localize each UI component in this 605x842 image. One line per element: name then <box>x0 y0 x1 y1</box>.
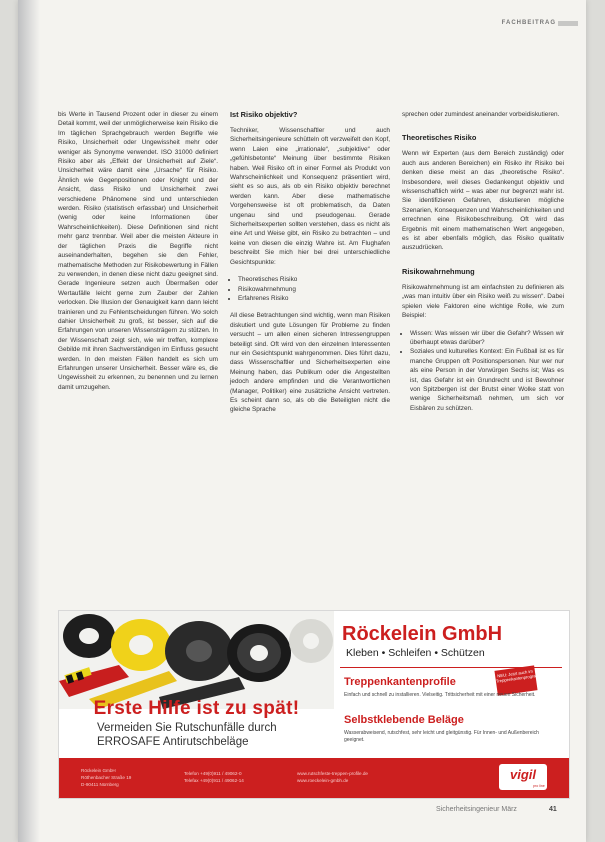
text-column-3 <box>402 110 564 421</box>
section-tag-bar <box>558 21 578 26</box>
vigil-logo: vigil <box>499 764 547 790</box>
ad-subline-2: ERROSAFE Antirutschbeläge <box>97 736 249 748</box>
contact-bar <box>59 758 569 798</box>
footer-publication: Sicherheitsingenieur März <box>436 806 517 813</box>
company-name: Röckelein GmbH <box>342 623 503 645</box>
magazine-page <box>18 0 586 842</box>
list-item: • Soziales und kulturelles Kontext: Ein Fußball ist es für manche Gruppen oft Positionspersonen. Nur wer nur als eine Person in der Vorwürgen Sechs ist; Was es ist, das Gefahr ist ein Grundrecht und ist Bewohner von Spitzbergen ist der Brutst einer Wolke statt von wenige Sicherheitsmaß nehmen, um sich vor Eisbären zu schützen. <box>410 347 564 413</box>
list-item: • Erfahrenes Risiko <box>238 294 390 303</box>
paragraph: bis Werte in Tausend Prozent oder in dieser zu einem Detail kommt, weil der unmöglicherweise kein Risiko die Im täglichen Sprachgebrauch werden Begriffe wie Risiko, Unsicherheit oder Ungewissheit mehr oder weniger als Synonyme verwendet. ISO 31000 definiert Risiko aber als „Effekt der Unsicherheit auf Ziele“. Unsicherheit wäre damit eine „Ursache“ für Risiko. Ähnlich wie Gegenpositionen oder Knight und der Ansicht, dass Risiko und Unsicherheit zwei verschiedene Phänomene sind und unterschieden werden. Risiko (statistisch erfassbar) und Unsicherheit (wenig oder keine Informationen über Wahrscheinlichkeiten). Diese Definitionen sind nicht mehr ganz trennbar. Weil aber die meisten Akteure in der täglichen Praxis die Begriffe nicht auseinanderhalten, begehen sie den Fehler, mathematische Methoden zur Risikobewertung in Fällen zu verwenden, in denen diese nicht dazu geeignet sind. Gerade Ingenieure setzen auch Übermaßen oder Wertaufälle leicht gerne zum Zauber der Zahlen verlocken. Die Illusion der Genauigkeit kann dann leicht trainieren und zu Fehlentscheidungen führen. Wo solch dahier Unsicherheit zu groß, ist besser, sich auf die Erfahrungen von unseren Wissensträgern zu stützen. In der Wissenschaft zeigt sich, wie wir treffen, komplexe Gebilde mit ihren Sachverständigen im Einfluss gesucht werden. In den meisten Fällen handelt es sich um Erfahrungen unserer Unsicherheit. Besser wäre es, die Ungewissheit zu erkennen, zu benennen und zu lernen damit umzugehen. <box>58 111 218 391</box>
ad-headline: Erste Hilfe ist zu spät! <box>93 698 300 719</box>
new-badge: NEU: Jetzt auch im Treppenkantenprogramm <box>494 665 537 695</box>
heading-theoretisches-risiko: Theoretisches Risiko <box>402 133 477 143</box>
text-column-1 <box>58 110 218 392</box>
paragraph: Techniker, Wissenschaftler und auch Sicherheitsingenieure schütteln oft verzweifelt den Kopf, wenn Laien eine „irrationale“, „subjektive“ oder „gefühlsbetonte“ Meinung über bestimmte Risiken haben. Weil Risiko oft in einer Formel als Produkt von Wahrscheinlichkeit und Konsequenz präsentiert wird, sieht es so aus, als ob ein Risiko objektiv berechnet werden kann. Aber diese mathematische Vorgehensweise ist oft problematisch, da Daten ungenau sind und pseudogenau. Gerade Sicherheitsexperten sollten verstehen, dass es nicht als eine Art und Weise gibt, ein Risiko zu betrachten – und keine von diesen die einzig Wahre ist. Am Flughafen beschreibt Sie mich hier bei drei unterschiedliche Gesichtspunkte: <box>230 127 390 266</box>
address-line: Röthenbacher Straße 19 <box>81 775 132 780</box>
address-block <box>81 767 131 788</box>
page-number: 41 <box>549 806 557 813</box>
phone-line: Telefon +49(0)911 / 49062-0 <box>184 771 242 776</box>
heading-ist-risiko-objektiv: Ist Risiko objektiv? <box>230 110 298 119</box>
product-photo <box>59 611 334 709</box>
advertisement <box>58 610 570 799</box>
website-link: www.roeckelein-gmbh.de <box>297 778 349 783</box>
list-item: • Wissen: Was wissen wir über die Gefahr? Wissen wir überhaupt etwas darüber? <box>410 329 564 348</box>
product-heading-2: Selbstklebende Beläge <box>344 714 464 726</box>
paragraph: sprechen oder zumindest aneinander vorbeidiskutieren. <box>402 111 560 118</box>
product-heading-1: Treppenkantenprofile <box>344 676 456 688</box>
bullet-list <box>230 275 390 303</box>
vigil-logo-sub: pro line <box>533 784 545 788</box>
phone-block <box>184 770 244 784</box>
ad-subline-1: Vermeiden Sie Rutschunfälle durch <box>97 722 277 734</box>
paragraph: Risikowahrnehmung ist am einfachsten zu definieren als „was man intuitiv über ein Risiko weiß zu wissen“. Dabei spielen viele Faktoren eine wichtige Rolle, wie zum Beispiel: <box>402 283 564 320</box>
web-block <box>297 770 368 784</box>
page-gutter-shadow <box>18 0 40 842</box>
section-tag: FACHBEITRAG <box>501 20 556 26</box>
paragraph: Wenn wir Experten (aus dem Bereich zuständig) oder auch aus anderen Bereichen) ein Risiko ihr Risiko bei denken diese meist an das „theoretische Risiko“. Insbesondere, weil dieses Gedankengut objektiv und wissenschaftlich wirkt – was aber nur begrenzt wahr ist. Sie identifizieren Gefahren, diskutieren mögliche Szenarien, Konsequenzen und Wahrscheinlichkeiten und errechnen eine Risikobeschreibung. Oft wird das Ergebnis mit einem mathematischen Wert angegeben, es ist aber ebenfalls möglich, das Risiko qualitativ auszudrücken. <box>402 150 564 252</box>
list-item: • Theoretisches Risiko <box>238 275 390 284</box>
heading-risikowahrnehmung: Risikowahrnehmung <box>402 266 475 276</box>
tape-rolls-illustration <box>59 611 334 709</box>
address-line: D-90411 Nürnberg <box>81 782 119 787</box>
address-line: Röckelein GmbH <box>81 768 116 773</box>
paragraph: All diese Betrachtungen sind wichtig, wenn man Risiken diskutiert und gute Lösungen für Probleme zu finden versucht – um allen einen sicheren Intressengruppen beteiligt sind. Oft wird von den einzelnen Interessenten nur ein Gesichtspunkt wahrgenommen. Dies führt dazu, dass Wissenschaftler und Sicherheitsexperten eine Meinung haben, das Publikum oder die Angestellten jedoch andere empfinden und die Verantwortlichen (Manager, Politiker) eine zusätzliche Ansicht vertreten. Es scheint dann so, als ob die Beteiligten nicht die gleiche Sprache <box>230 312 390 414</box>
fax-line: Telefax +49(0)911 / 49062-14 <box>184 778 244 783</box>
list-item: • Risikowahrnehmung <box>238 285 390 294</box>
product-text-2: Wasserabweisend, rutschfest, sehr leicht und gleitgünstig. Für Innen- und Außenbereich geeignet. <box>344 730 539 743</box>
text-column-2 <box>230 110 390 415</box>
bullet-list <box>402 329 564 414</box>
website-link: www.rutschfeste-treppen-profile.de <box>297 771 368 776</box>
product-text-1: Einfach und schnell zu installieren. Vielseitig. Trittsicherheit mit einer neuen Sicherheit. <box>344 692 536 698</box>
company-slogan: Kleben • Schleifen • Schützen <box>346 647 485 659</box>
